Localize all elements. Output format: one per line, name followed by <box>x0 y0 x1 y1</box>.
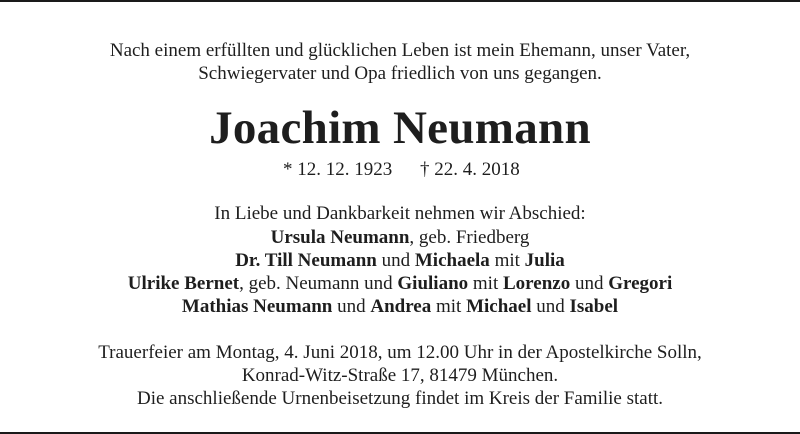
mourner-name: Michael <box>466 296 532 317</box>
birth-date: * 12. 12. 1923 <box>283 159 393 180</box>
mourner-name: Ulrike Bernet <box>127 273 240 294</box>
mourner-name: Lorenzo <box>503 273 571 294</box>
mourner-text: , geb. Friedberg <box>409 227 530 248</box>
ceremony-line-2: Konrad-Witz-Straße 17, 81479 München. <box>241 365 559 386</box>
mourner-text: mit <box>468 273 503 294</box>
mourner-text: mit <box>489 250 525 271</box>
mourner-text: mit <box>431 296 467 317</box>
mourner-name: Dr. Till Neumann <box>235 250 377 271</box>
mourner-name: Mathias Neumann <box>181 296 333 317</box>
life-dates <box>0 159 800 181</box>
mourner-text: und <box>376 250 415 271</box>
mourner-line-3 <box>0 273 800 295</box>
deceased-name: Joachim Neumann <box>209 102 591 154</box>
mourner-name: Gregori <box>608 273 673 294</box>
ceremony-line-3: Die anschließende Urnenbeisetzung findet im Kreis der Familie statt. <box>136 388 664 409</box>
mourner-name: Andrea <box>370 296 432 317</box>
mourner-line-4 <box>0 296 800 318</box>
farewell-heading: In Liebe und Dankbarkeit nehmen wir Abschied: <box>214 203 586 224</box>
intro-line-2: Schwiegervater und Opa friedlich von uns gegangen. <box>198 63 602 84</box>
ceremony-line-1: Trauerfeier am Montag, 4. Juni 2018, um 12.00 Uhr in der Apostelkirche Solln, <box>98 342 702 363</box>
mourner-text: , geb. Neumann und <box>239 273 398 294</box>
mourner-name: Ursula Neumann <box>270 227 410 248</box>
death-date: † 22. 4. 2018 <box>420 159 520 180</box>
mourner-name: Michaela <box>414 250 490 271</box>
mourner-text: und <box>332 296 371 317</box>
mourner-name: Isabel <box>569 296 619 317</box>
intro-line-1: Nach einem erfüllten und glücklichen Leben ist mein Ehemann, unser Vater, <box>109 40 691 61</box>
mourner-name: Julia <box>524 250 565 271</box>
mourner-name: Giuliano <box>397 273 469 294</box>
mourner-text: und <box>570 273 609 294</box>
mourner-line-2 <box>0 250 800 272</box>
mourner-text: und <box>531 296 570 317</box>
mourner-line-1 <box>0 227 800 249</box>
